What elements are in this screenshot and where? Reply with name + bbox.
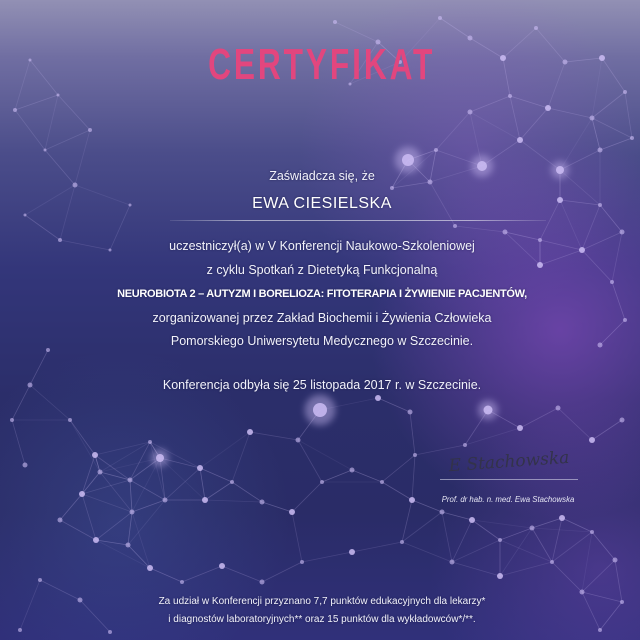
network-link (335, 22, 378, 42)
network-link (15, 95, 58, 110)
footer-points-line-1: Za udział w Konferencji przyznano 7,7 punktów edukacyjnych dla lekarzy* (158, 596, 486, 607)
network-node (598, 148, 603, 153)
network-link (205, 500, 262, 502)
network-link (592, 420, 622, 440)
network-link (95, 455, 130, 480)
network-link (520, 408, 558, 428)
network-link (15, 110, 45, 150)
network-link (205, 482, 232, 500)
network-node (503, 230, 508, 235)
network-node (68, 418, 72, 422)
network-node (409, 497, 415, 503)
conference-date-line: Konferencja odbyła się 25 listopada 2017 r. w Szczecinie. (162, 378, 482, 392)
network-node (313, 403, 327, 417)
network-link (100, 472, 130, 480)
network-node (197, 465, 203, 471)
network-link (82, 480, 130, 494)
network-link (262, 562, 302, 582)
network-node (23, 463, 28, 468)
network-link (25, 215, 60, 240)
network-link (592, 532, 615, 560)
network-link (292, 482, 322, 512)
network-node (438, 16, 442, 20)
network-node (408, 410, 413, 415)
network-node (450, 560, 455, 565)
network-link (500, 540, 552, 562)
network-link (532, 528, 552, 562)
network-link (45, 130, 90, 150)
network-link (510, 96, 548, 108)
network-node (400, 540, 404, 544)
network-link (12, 420, 25, 465)
network-node (545, 105, 551, 111)
network-node (517, 137, 523, 143)
network-node (613, 558, 618, 563)
network-node (130, 510, 135, 515)
network-link (132, 458, 160, 512)
network-link (165, 468, 200, 500)
network-link (500, 528, 532, 540)
network-link (552, 562, 582, 592)
network-link (352, 470, 382, 482)
network-node (98, 470, 103, 475)
network-node (180, 580, 184, 584)
network-link (452, 540, 500, 562)
network-link (130, 480, 132, 512)
network-link (410, 412, 415, 455)
network-link (625, 92, 632, 138)
body-line-organizer: zorganizowanej przez Zakład Biochemii i Żywienia Człowieka (152, 311, 492, 325)
network-node (390, 186, 394, 190)
network-node (13, 108, 17, 112)
network-link (130, 480, 165, 500)
network-node (623, 90, 627, 94)
network-node (589, 437, 595, 443)
network-node (484, 406, 493, 415)
network-link (352, 542, 402, 552)
network-node (556, 406, 561, 411)
network-node (469, 517, 475, 523)
network-link (132, 512, 150, 568)
network-link (70, 420, 95, 455)
network-node (508, 94, 512, 98)
network-node (349, 549, 355, 555)
network-link (442, 512, 472, 520)
network-link (510, 96, 520, 140)
network-link (600, 138, 632, 150)
network-node (550, 560, 554, 564)
network-node (147, 565, 153, 571)
network-node (498, 538, 502, 542)
network-node (534, 26, 538, 30)
network-link (182, 566, 222, 582)
network-link (442, 512, 452, 562)
network-node (79, 491, 85, 497)
network-link (292, 512, 302, 562)
network-node (590, 116, 595, 121)
network-node (230, 480, 234, 484)
network-node (375, 395, 381, 401)
network-link (232, 482, 262, 502)
certificate-title-row (0, 40, 640, 90)
network-link (558, 408, 592, 440)
network-node (413, 453, 417, 457)
network-link (582, 560, 615, 592)
network-link (82, 472, 100, 494)
network-node (559, 515, 565, 521)
network-link (322, 470, 352, 482)
network-link (452, 520, 472, 562)
network-node (620, 230, 625, 235)
network-link (70, 420, 100, 472)
network-link (58, 95, 90, 130)
network-node (463, 443, 467, 447)
network-node (517, 425, 523, 431)
network-node (468, 110, 473, 115)
network-node (289, 509, 295, 515)
network-link (200, 468, 232, 482)
network-node (620, 418, 625, 423)
network-link (60, 494, 82, 520)
network-node (630, 136, 634, 140)
network-node (260, 580, 265, 585)
recipient-underline (170, 220, 546, 221)
network-link (470, 96, 510, 112)
network-node (402, 154, 414, 166)
network-node (44, 149, 47, 152)
certificate-title: CERTYFIKAT (208, 40, 436, 89)
network-node (38, 578, 42, 582)
network-node (580, 590, 585, 595)
network-node (247, 429, 253, 435)
network-link (436, 112, 470, 150)
network-node (156, 454, 164, 462)
network-link (415, 445, 465, 455)
network-node (440, 510, 445, 515)
network-link (532, 518, 562, 528)
network-link (582, 532, 592, 592)
network-link (592, 92, 625, 118)
network-link (232, 432, 250, 482)
network-link (95, 442, 150, 455)
network-node (202, 497, 208, 503)
network-node (598, 628, 602, 632)
network-link (150, 568, 182, 582)
network-link (520, 108, 548, 140)
network-node (453, 224, 457, 228)
conference-title: NEUROBIOTA 2 – AUTYZM I BORELIOZA: FITOTERAPIA I ŻYWIENIE PACJENTÓW, (117, 288, 527, 300)
network-link (222, 566, 262, 582)
network-node (300, 560, 304, 564)
intro-text: Zaświadcza się, że (269, 169, 375, 183)
network-link (470, 112, 520, 140)
network-link (160, 458, 205, 500)
body-line-university: Pomorskiego Uniwersytetu Medycznego w Szczecinie. (170, 334, 474, 348)
network-node (320, 480, 324, 484)
network-link (440, 18, 470, 38)
network-node (58, 518, 63, 523)
network-link (200, 432, 250, 468)
network-link (455, 226, 505, 232)
network-link (382, 455, 415, 482)
network-node (148, 440, 152, 444)
network-link (402, 542, 452, 562)
network-link (262, 502, 292, 512)
network-link (592, 118, 600, 150)
network-node (93, 537, 99, 543)
network-node (108, 630, 112, 634)
network-link (128, 512, 132, 545)
network-node (163, 498, 168, 503)
network-node (497, 573, 503, 579)
network-link (532, 528, 592, 532)
network-node (350, 468, 355, 473)
handwritten-signature: E Stachowska (448, 447, 570, 477)
network-node (260, 500, 265, 505)
network-node (380, 480, 384, 484)
body-line-participation: uczestniczył(a) w V Konferencji Naukowo-Szkoleniowej (169, 239, 475, 253)
network-node (219, 563, 225, 569)
network-node (128, 478, 133, 483)
network-link (452, 562, 500, 576)
network-link (592, 118, 632, 138)
network-node (610, 280, 614, 284)
network-node (530, 526, 535, 531)
body-line-series: z cyklu Spotkań z Dietetyką Funkcjonalną (206, 263, 438, 277)
network-link (250, 432, 298, 440)
network-link (465, 428, 520, 445)
network-node (18, 628, 22, 632)
network-node (296, 438, 301, 443)
network-link (382, 482, 412, 500)
recipient-name: EWA CIESIELSKA (252, 195, 392, 212)
network-node (92, 452, 98, 458)
signatory-name: Prof. dr hab. n. med. Ewa Stachowska (441, 495, 575, 504)
network-link (548, 108, 592, 118)
network-link (45, 95, 58, 150)
network-node (126, 543, 131, 548)
network-link (200, 468, 205, 500)
footer-points-line-2: i diagnostów laboratoryjnych** oraz 15 punktów dla wykładowców*/**. (168, 614, 476, 625)
network-link (298, 440, 352, 470)
network-link (378, 398, 410, 412)
network-node (88, 128, 92, 132)
network-node (333, 20, 337, 24)
network-node (590, 530, 594, 534)
network-link (96, 512, 132, 540)
network-link (412, 455, 415, 500)
network-link (82, 455, 95, 494)
signature-line (440, 479, 578, 480)
network-node (57, 94, 60, 97)
network-link (302, 552, 352, 562)
network-node (10, 418, 14, 422)
network-node (434, 148, 438, 152)
